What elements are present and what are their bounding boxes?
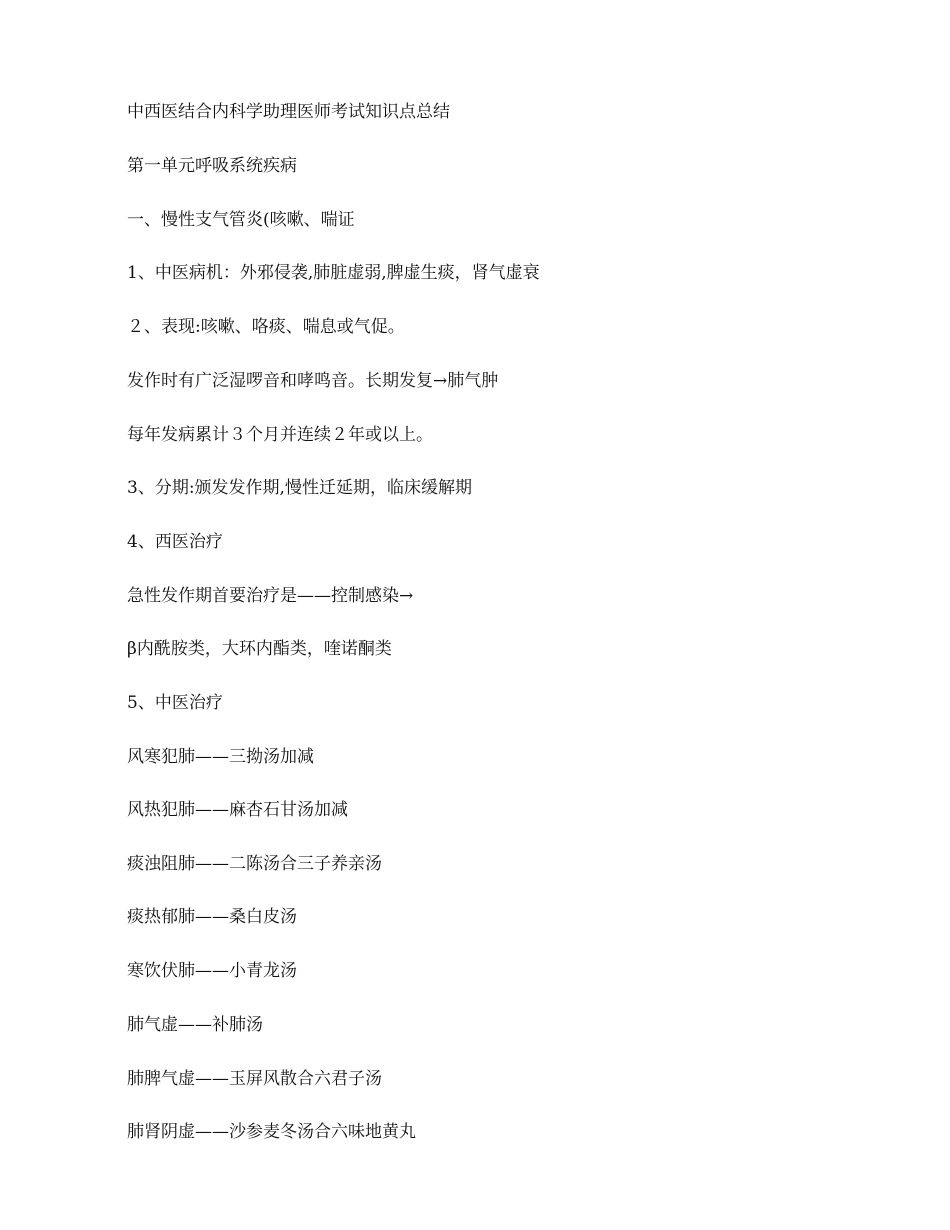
treatment-line: 风热犯肺——麻杏石甘汤加减 (127, 800, 348, 820)
treatment-line: 肺脾气虚——玉屏风散合六君子汤 (127, 1069, 382, 1089)
treatment-line: 肺肾阴虚——沙参麦冬汤合六味地黄丸 (127, 1122, 416, 1142)
treatment-line: 痰热郁肺——桑白皮汤 (127, 907, 297, 927)
document-title: 中西医结合内科学助理医师考试知识点总结 (127, 102, 450, 122)
item-staging: 3、分期:颁发发作期,慢性迁延期，临床缓解期 (127, 478, 472, 498)
item-tcm-treatment: 5、中医治疗 (127, 693, 223, 713)
item-manifestation: ２、表现:咳嗽、咯痰、喘息或气促。 (127, 317, 405, 337)
western-treatment-detail-1: 急性发作期首要治疗是——控制感染→ (127, 586, 414, 606)
western-treatment-detail-2: β内酰胺类，大环内酯类，喹诺酮类 (127, 639, 392, 659)
treatment-line: 寒饮伏肺——小青龙汤 (127, 961, 297, 981)
treatment-line: 风寒犯肺——三拗汤加减 (127, 747, 314, 767)
section-heading: 一、慢性支气管炎(咳嗽、喘证 (127, 210, 355, 230)
unit-heading: 第一单元呼吸系统疾病 (127, 156, 297, 176)
manifestation-detail-2: 每年发病累计３个月并连续２年或以上。 (127, 425, 433, 445)
treatment-line: 痰浊阻肺——二陈汤合三子养亲汤 (127, 854, 382, 874)
item-pathogenesis: 1、中医病机：外邪侵袭,肺脏虚弱,脾虚生痰，肾气虚衰 (127, 263, 540, 283)
item-western-treatment: 4、西医治疗 (127, 532, 223, 552)
manifestation-detail-1: 发作时有广泛湿啰音和哮鸣音。长期发复→肺气肿 (127, 371, 499, 391)
treatment-line: 肺气虚——补肺汤 (127, 1015, 263, 1035)
